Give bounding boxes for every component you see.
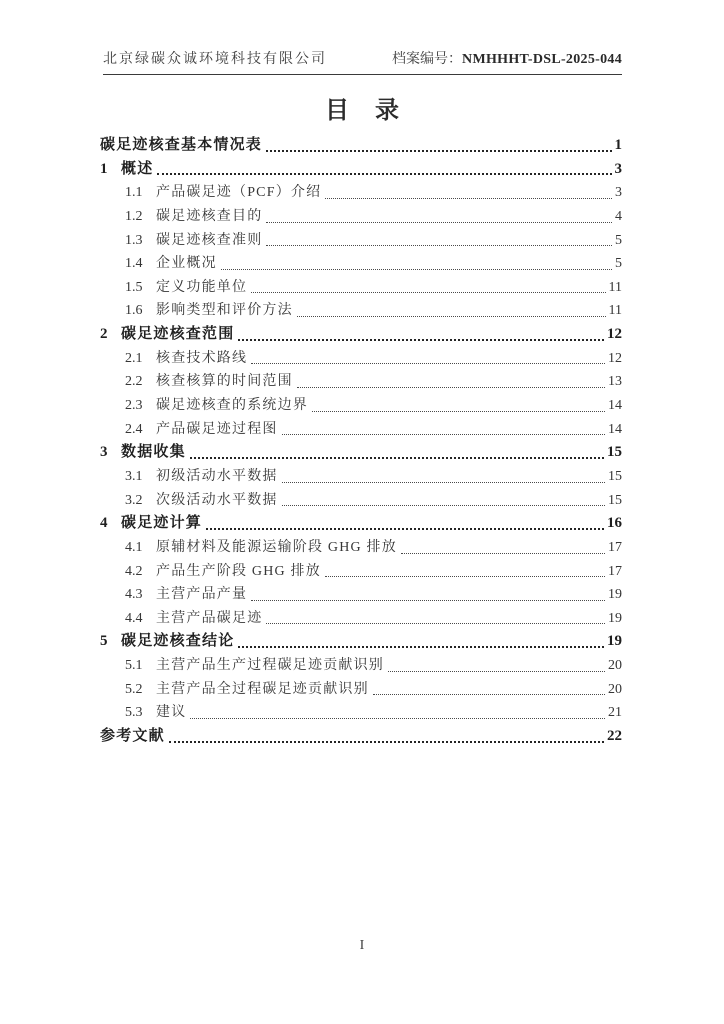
toc-entry-1-1: 1.1 产品碳足迹（PCF）介绍 3: [125, 185, 622, 201]
toc-entry-1-3: 1.3 碳足迹核查准则 5: [125, 232, 622, 248]
table-of-contents: [100, 134, 622, 749]
dot-leader: [169, 741, 604, 743]
dot-leader: [251, 600, 605, 601]
dot-leader: [238, 646, 604, 648]
archive-number-field: [392, 48, 622, 68]
dot-leader: [190, 457, 604, 459]
page-number-footer: I: [359, 938, 365, 953]
archive-number-value: NMHHHT-DSL-2025-044: [462, 52, 622, 67]
toc-entry-2-3: 2.3 碳足迹核查的系统边界 14: [125, 398, 622, 414]
archive-number-label: 档案编号：: [392, 52, 463, 67]
dot-leader: [190, 718, 605, 719]
dot-leader: [312, 411, 605, 412]
dot-leader: [238, 339, 604, 341]
toc-entry-1-2: 1.2 碳足迹核查目的 4: [125, 208, 622, 224]
toc-entry-5-3: 5.3 建议 21: [125, 705, 622, 721]
dot-leader: [325, 198, 612, 199]
dot-leader: [297, 316, 606, 317]
toc-entry-2: 2 碳足迹核查范围 12: [100, 326, 622, 343]
toc-title: 目 录: [325, 98, 409, 124]
dot-leader: [206, 528, 604, 530]
toc-entry-2-2: 2.2 核查核算的时间范围 13: [125, 374, 622, 390]
toc-entry-5-1: 5.1 主营产品生产过程碳足迹贡献识别 20: [125, 658, 622, 674]
dot-leader: [251, 363, 605, 364]
dot-leader: [266, 150, 611, 152]
dot-leader: [282, 505, 605, 506]
dot-leader: [373, 694, 605, 695]
toc-entry-2-4: 2.4 产品碳足迹过程图 14: [125, 421, 622, 437]
dot-leader: [221, 269, 612, 270]
toc-entry-3: 3 数据收集 15: [100, 444, 622, 461]
dot-leader: [388, 671, 605, 672]
company-name: 北京绿碳众诚环境科技有限公司: [103, 52, 327, 67]
dot-leader: [157, 173, 611, 175]
toc-entry-4-2: 4.2 产品生产阶段 GHG 排放 17: [125, 563, 622, 579]
toc-entry-4-4: 4.4 主营产品碳足迹 19: [125, 610, 622, 626]
toc-entry-2-1: 2.1 核查技术路线 12: [125, 350, 622, 366]
dot-leader: [282, 434, 605, 435]
toc-entry-references: 参考文献 22: [100, 728, 622, 745]
toc-entry-4-1: 4.1 原辅材料及能源运输阶段 GHG 排放 17: [125, 539, 622, 555]
toc-entry-4-3: 4.3 主营产品产量 19: [125, 587, 622, 603]
dot-leader: [266, 222, 612, 223]
dot-leader: [282, 482, 605, 483]
dot-leader: [401, 553, 605, 554]
toc-entry-4: 4 碳足迹计算 16: [100, 515, 622, 532]
page-header: [103, 48, 622, 75]
toc-entry-1-6: 1.6 影响类型和评价方法 11: [125, 303, 622, 319]
toc-entry-1-4: 1.4 企业概况 5: [125, 256, 622, 272]
toc-entry-basic-info-table: 碳足迹核查基本情况表 1: [100, 137, 622, 153]
toc-entry-3-2: 3.2 次级活动水平数据 15: [125, 492, 622, 508]
toc-entry-1-5: 1.5 定义功能单位 11: [125, 279, 622, 295]
toc-entry-1: 1 概述 3: [100, 160, 622, 177]
dot-leader: [266, 245, 612, 246]
dot-leader: [266, 623, 605, 624]
dot-leader: [325, 576, 605, 577]
toc-entry-5: 5 碳足迹核查结论 19: [100, 633, 622, 650]
toc-entry-5-2: 5.2 主营产品全过程碳足迹贡献识别 20: [125, 681, 622, 697]
toc-entry-3-1: 3.1 初级活动水平数据 15: [125, 468, 622, 484]
dot-leader: [297, 387, 605, 388]
dot-leader: [251, 292, 605, 293]
